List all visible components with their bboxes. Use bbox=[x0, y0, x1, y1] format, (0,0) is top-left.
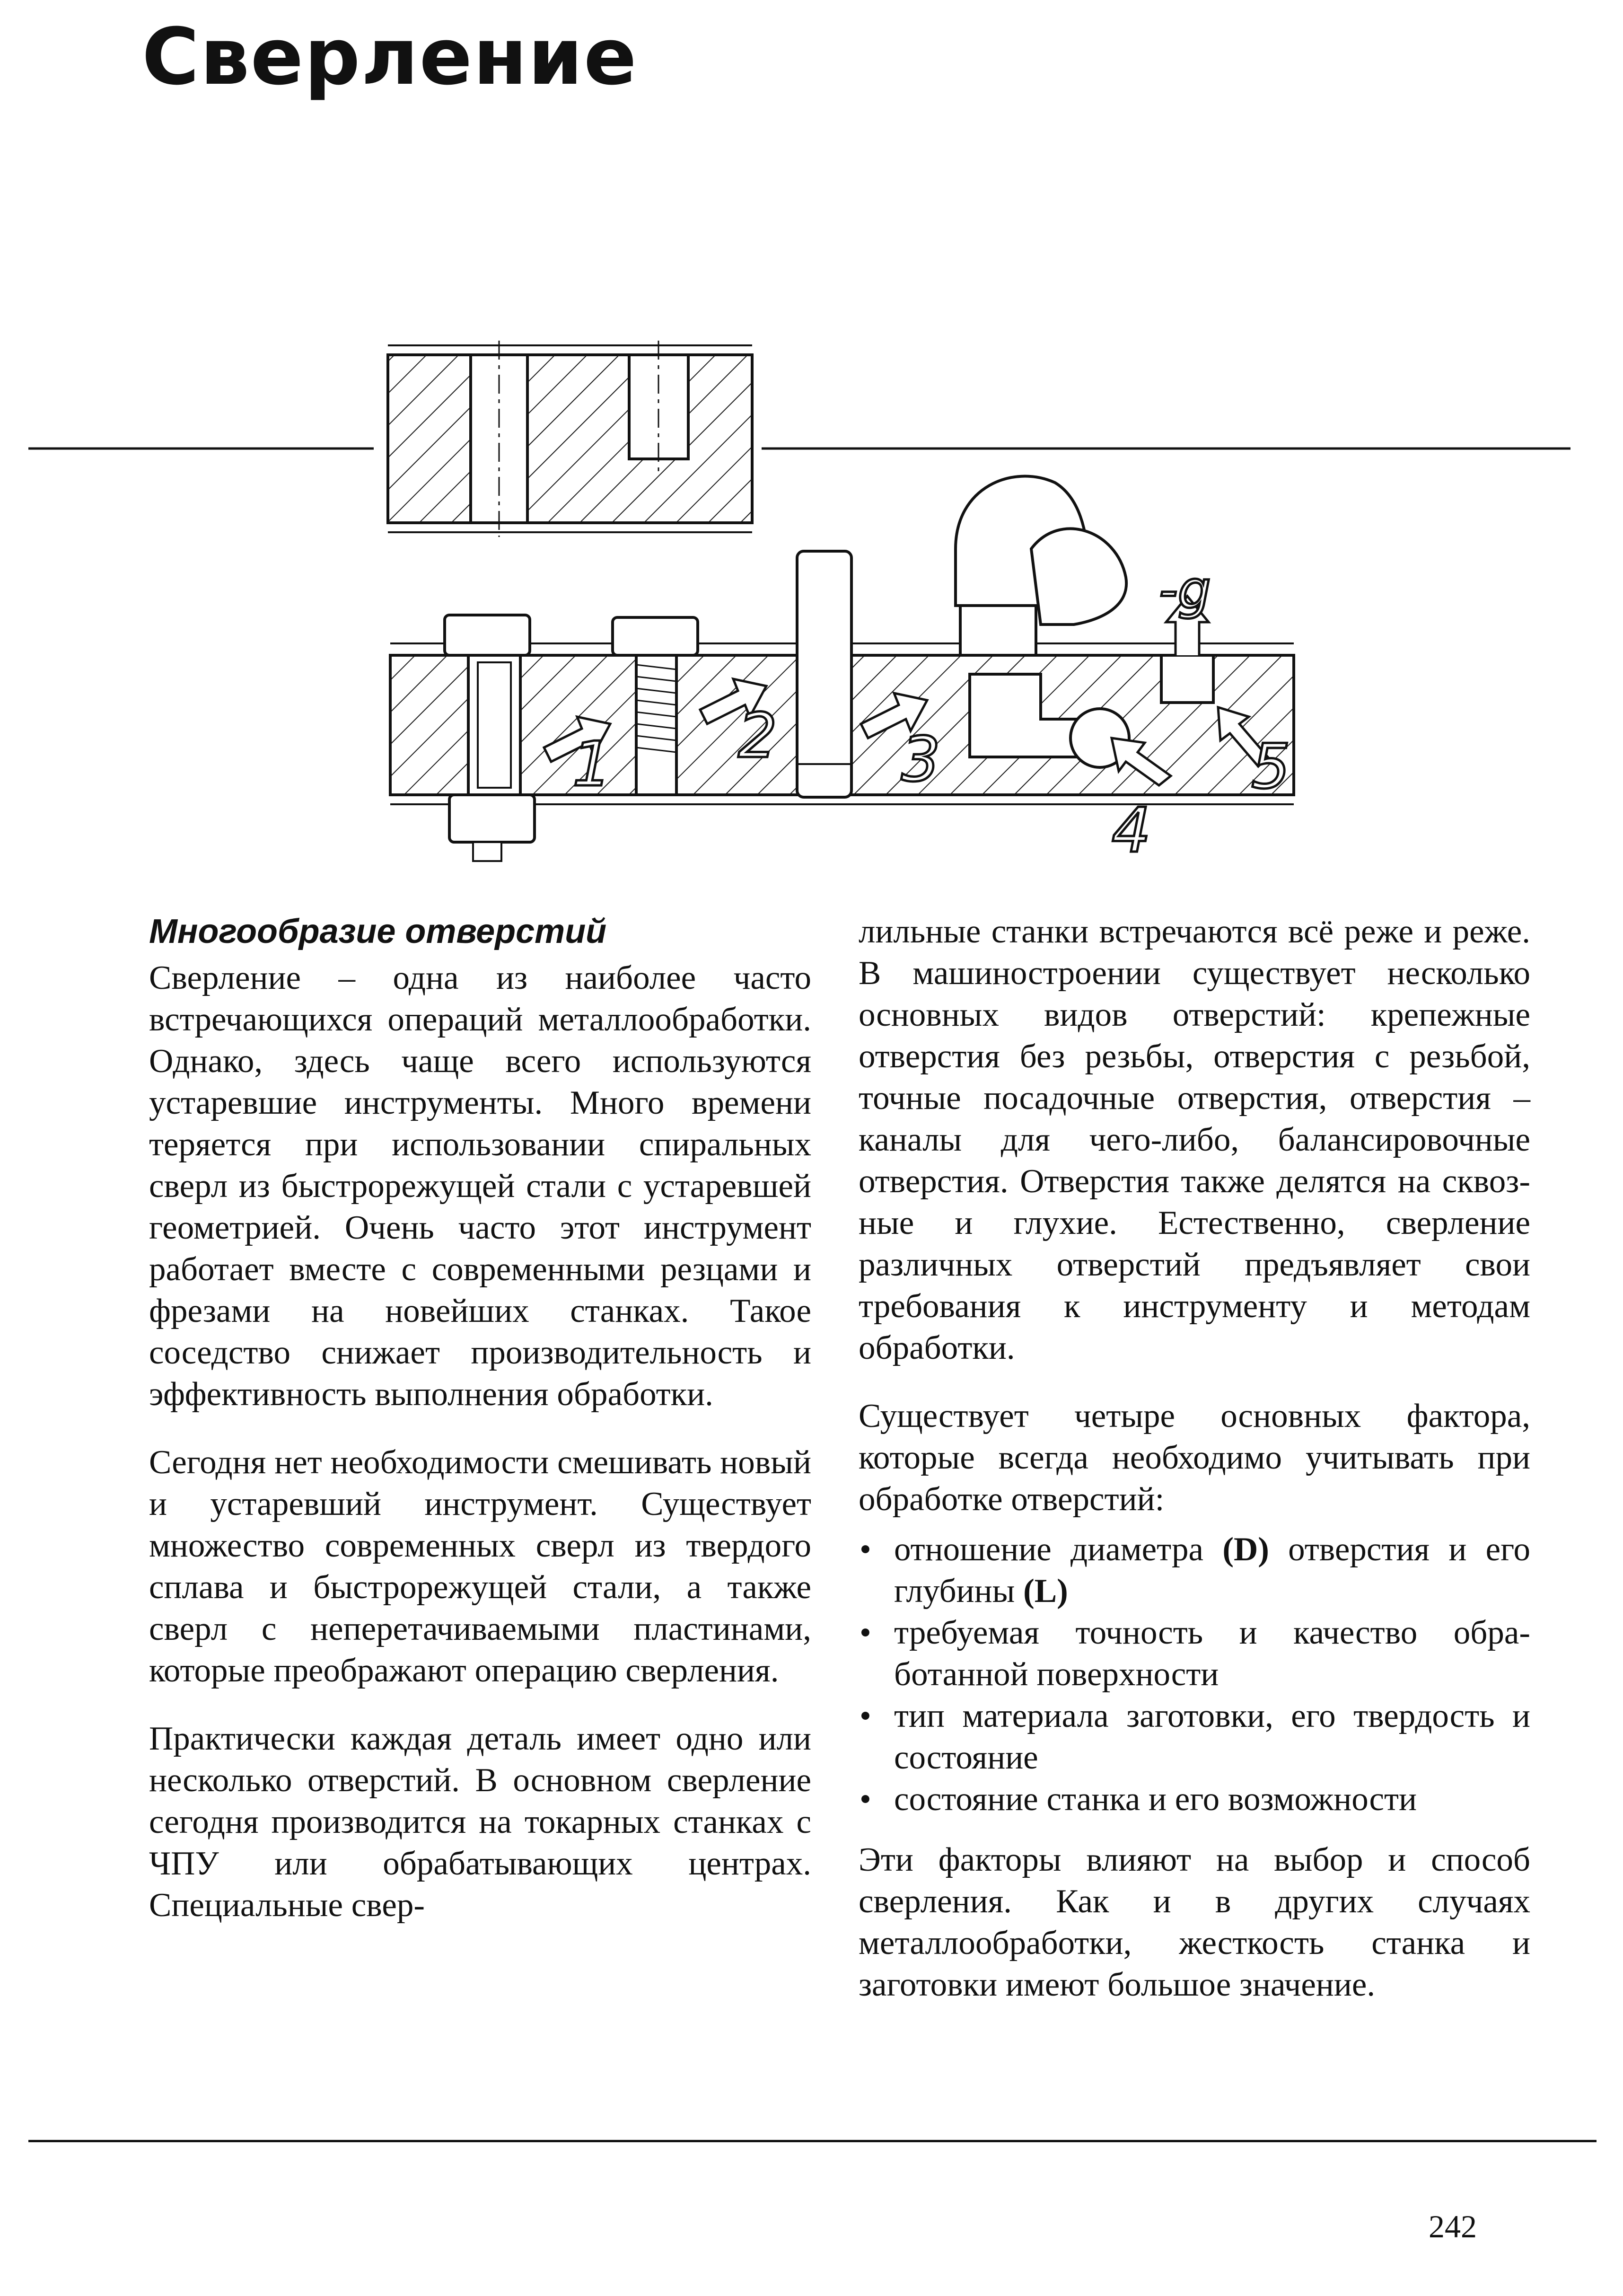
upper-section-drawing bbox=[28, 341, 1570, 537]
section-heading: Многообразие отверстий bbox=[149, 913, 607, 950]
paragraph: Практически каждая деталь имеет одно или несколько отверстий. В основном сверление сегодня производится на токарных станках с ЧПУ или обрабатывающих центрах. Специальные свер- bbox=[149, 1720, 811, 1924]
label-4: 4 bbox=[1112, 794, 1151, 866]
list-item: • требуемая точность и качество обработанной поверхности bbox=[859, 1612, 1530, 1695]
label-3: 3 bbox=[901, 723, 940, 795]
list-item: • состояние станка и его возможности bbox=[859, 1778, 1530, 1820]
label-5: 5 bbox=[1251, 730, 1290, 802]
factor-list bbox=[859, 1529, 1530, 1820]
l-symbol: (L) bbox=[1023, 1573, 1068, 1610]
label-2: 2 bbox=[738, 700, 777, 772]
right-column bbox=[859, 911, 1530, 2032]
paragraph: Сверление – одна из наиболее часто встречающихся операций металлообработки. Однако, здесь чаще всего используются устаревшие инструменты. Много времени теряется при использовании спиральных сверл из быстрорежущей стали с устаревшей геометрией. Очень часто этот инструмент работает вместе с современными резцами и фрезами на новейших станках. Такое соседство снижает производительность и эффективность выполнения обработки. bbox=[149, 959, 811, 1413]
clamp-tool bbox=[956, 476, 1126, 655]
paragraph: Существует четыре основных фактора, которые всегда необходимо учитывать при обработке отверстий: bbox=[859, 1398, 1530, 1518]
page-number: 242 bbox=[1429, 2208, 1477, 2244]
hole-types-illustration bbox=[0, 331, 1623, 889]
lower-section-drawing bbox=[390, 476, 1294, 861]
d-symbol: (D) bbox=[1222, 1531, 1269, 1568]
list-item: • тип материала заготовки, его твердость и состояние bbox=[859, 1695, 1530, 1778]
dowel-pin bbox=[797, 551, 851, 797]
page-title: Сверление bbox=[142, 11, 638, 102]
label-g: -g bbox=[1159, 560, 1211, 620]
list-item: • отношение диаметра (D) отверстия и его глубины (L) bbox=[859, 1529, 1530, 1612]
left-column bbox=[149, 911, 811, 1953]
bottom-rule bbox=[28, 2140, 1597, 2142]
label-1: 1 bbox=[572, 728, 612, 800]
paragraph: лильные станки встречаются всё реже и реже. В машиностроении существует несколько основных видов отверстий: крепежные отверстия без резьбы, отверстия с резьбой, точные посадочные отверстия, отверстия – каналы для чего-либо, балансировочные отверстия. Отверстия также делятся на сквозные и глухие. Естественно, сверление различных отверстий предъявляет свои требования к инструменту и методам обработки. bbox=[859, 913, 1530, 1366]
paragraph: Эти факторы влияют на выбор и способ сверления. Как и в других случаях металлообработки, жесткость станка и заготовки имеют большое значение. bbox=[859, 1841, 1530, 2003]
paragraph: Сегодня нет необходимости смешивать новый и устаревший инструмент. Существует множество современных сверл из твердого сплава и быстрорежущей стали, а также сверл с неперетачиваемыми пластинами, которые преображают операцию сверления. bbox=[149, 1444, 811, 1689]
